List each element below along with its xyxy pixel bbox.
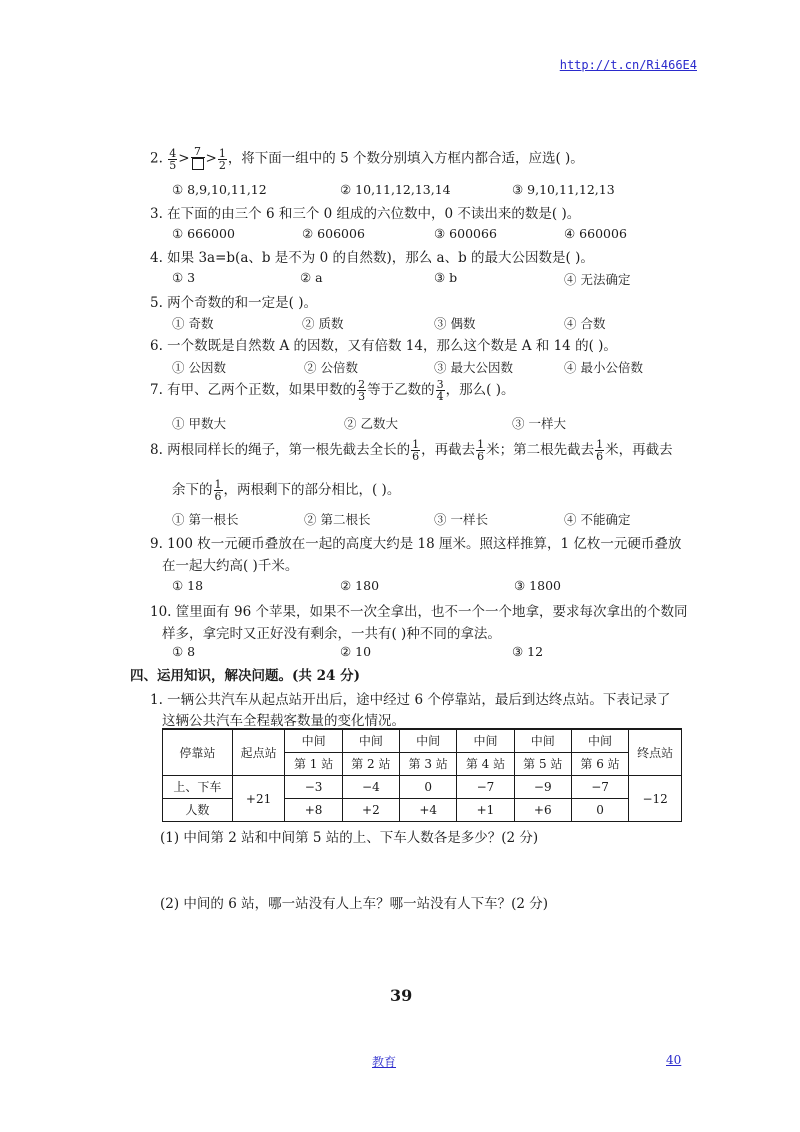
down-6: 0	[571, 799, 628, 822]
footer-link-page[interactable]: 40	[666, 1053, 682, 1067]
q3-option-2: ② 606006	[302, 226, 365, 241]
q2-number: 2.	[150, 150, 163, 167]
q4-option-2: ② a	[300, 270, 323, 285]
up-4: −7	[457, 776, 514, 799]
header-mid-2: 中间	[342, 729, 399, 753]
q2-option-1: ① 8,9,10,11,12	[172, 182, 267, 197]
question-5: 5. 两个奇数的和一定是( )。	[150, 295, 317, 311]
up-3: 0	[400, 776, 457, 799]
header-nth-3: 第 3 站	[400, 753, 457, 776]
q8-option-1: ① 第一根长	[172, 512, 239, 527]
q9-option-1: ① 18	[172, 578, 204, 593]
question-10-line-1: 10. 筐里面有 96 个苹果，如果不一次全拿出，也不一个一个地拿，要求每次拿出的个数同	[150, 604, 688, 620]
q8-option-3: ③ 一样长	[434, 512, 488, 527]
question-8-line-2	[172, 478, 400, 502]
q7-text-a: 7. 有甲、乙两个正数，如果甲数的	[150, 382, 357, 398]
q10-option-3: ③ 12	[512, 644, 544, 659]
fraction-1-2: $\frac{1}{2}$	[218, 146, 226, 172]
q8-text-d: 米，再截去	[605, 442, 673, 458]
q5-option-1: ① 奇数	[172, 316, 214, 331]
header-mid-5: 中间	[514, 729, 571, 753]
fraction-1-6-a: $\frac{1}{6}$	[412, 438, 420, 463]
q8-text-f: ，两根剩下的部分相比，( )。	[223, 482, 401, 498]
question-10-line-2: 样多，拿完时又正好没有剩余，一共有( )种不同的拿法。	[162, 626, 501, 642]
q7-option-2: ② 乙数大	[344, 416, 398, 431]
q6-option-4: ④ 最小公倍数	[564, 360, 643, 375]
q3-option-4: ④ 660006	[564, 226, 627, 241]
page-number: 39	[390, 986, 413, 1005]
header-nth-2: 第 2 站	[342, 753, 399, 776]
fraction-3-4: $\frac{3}{4}$	[436, 378, 444, 403]
start-value: +21	[232, 776, 285, 822]
q2-option-2: ② 10,11,12,13,14	[340, 182, 451, 197]
q8-text-c: 米；第二根先截去	[486, 442, 595, 458]
header-nth-5: 第 5 站	[514, 753, 571, 776]
down-1: +8	[285, 799, 342, 822]
q2-text: ，将下面一组中的 5 个数分别填入方框内都合适，应选( )。	[227, 150, 584, 167]
q9-option-3: ③ 1800	[514, 578, 561, 593]
row-label-2: 人数	[163, 799, 233, 822]
problem-1-line-2: 这辆公共汽车全程载客数量的变化情况。	[162, 713, 405, 729]
header-mid-6: 中间	[571, 729, 628, 753]
q10-option-2: ② 10	[340, 644, 372, 659]
fraction-1-6-c: $\frac{1}{6}$	[596, 438, 604, 463]
q8-option-2: ② 第二根长	[304, 512, 371, 527]
q5-option-2: ② 质数	[302, 316, 344, 331]
q8-text-a: 8. 两根同样长的绳子，第一根先截去全长的	[150, 442, 411, 458]
q7-option-1: ① 甲数大	[172, 416, 226, 431]
header-mid-3: 中间	[400, 729, 457, 753]
q6-option-2: ② 公倍数	[304, 360, 358, 375]
q6-option-3: ③ 最大公因数	[434, 360, 513, 375]
q10-option-1: ① 8	[172, 644, 196, 659]
end-value: −12	[629, 776, 682, 822]
header-nth-6: 第 6 站	[571, 753, 628, 776]
row-label-1: 上、下车	[163, 776, 233, 799]
sub-question-2: (2) 中间的 6 站，哪一站没有人上车？哪一站没有人下车？(2 分)	[160, 896, 548, 912]
question-9-line-1: 9. 100 枚一元硬币叠放在一起的高度大约是 18 厘米。照这样推算，1 亿枚一元硬币叠放	[150, 536, 682, 552]
fraction-1-6-b: $\frac{1}{6}$	[477, 438, 485, 463]
section-heading: 四、运用知识，解决问题。(共 24 分)	[130, 668, 360, 684]
header-mid-1: 中间	[285, 729, 342, 753]
q3-option-3: ③ 600066	[434, 226, 497, 241]
header-mid-4: 中间	[457, 729, 514, 753]
q6-option-1: ① 公因数	[172, 360, 226, 375]
sub-question-1: (1) 中间第 2 站和中间第 5 站的上、下车人数各是多少？(2 分)	[160, 830, 539, 846]
question-8-line-1	[150, 438, 673, 462]
q8-text-e: 余下的	[172, 482, 213, 498]
q9-option-2: ② 180	[340, 578, 380, 593]
q4-option-4: ④ 无法确定	[564, 272, 631, 287]
question-7	[150, 378, 515, 402]
q3-option-1: ① 666000	[172, 226, 235, 241]
up-2: −4	[342, 776, 399, 799]
q5-option-4: ④ 合数	[564, 316, 606, 331]
question-9-line-2: 在一起大约高( )千米。	[162, 558, 299, 574]
question-3: 3. 在下面的由三个 6 和三个 0 组成的六位数中，0 不读出来的数是( )。	[150, 206, 581, 222]
fraction-4-5: $\frac{4}{5}$	[169, 146, 177, 172]
header-link[interactable]: http://t.cn/Ri466E4	[559, 58, 697, 72]
passenger-table	[162, 728, 682, 822]
up-5: −9	[514, 776, 571, 799]
up-1: −3	[285, 776, 342, 799]
header-nth-4: 第 4 站	[457, 753, 514, 776]
q5-option-3: ③ 偶数	[434, 316, 476, 331]
up-6: −7	[571, 776, 628, 799]
down-5: +6	[514, 799, 571, 822]
question-2: 2. $\frac{4}{5}$ > 7 > $\frac{1}{2}$ ，将下面一组中的 5 个数分别填入方框内都合适，应选( )。	[150, 145, 584, 172]
fraction-1-6-d: $\frac{1}{6}$	[214, 478, 222, 503]
header-nth-1: 第 1 站	[285, 753, 342, 776]
question-4: 4. 如果 3a=b(a、b 是不为 0 的自然数)，那么 a、b 的最大公因数是( )。	[150, 250, 594, 266]
header-start: 起点站	[232, 729, 285, 776]
down-3: +4	[400, 799, 457, 822]
q8-text-b: ，再截去	[421, 442, 476, 458]
question-6: 6. 一个数既是自然数 A 的因数，又有倍数 14，那么这个数是 A 和 14 的( )。	[150, 338, 617, 354]
down-2: +2	[342, 799, 399, 822]
header-end: 终点站	[629, 729, 682, 776]
fraction-2-3: $\frac{2}{3}$	[358, 378, 366, 403]
problem-1-line-1: 1. 一辆公共汽车从起点站开出后，途中经过 6 个停靠站，最后到达终点站。下表记录了	[150, 692, 671, 708]
q7-text-c: ，那么( )。	[445, 382, 515, 398]
q2-option-3: ③ 9,10,11,12,13	[512, 182, 615, 197]
footer-link-center[interactable]: 教育	[372, 1055, 397, 1069]
q7-option-3: ③ 一样大	[512, 416, 566, 431]
fraction-7-box: 7	[191, 146, 205, 172]
q4-option-3: ③ b	[434, 270, 458, 285]
q7-text-b: 等于乙数的	[367, 382, 435, 398]
down-4: +1	[457, 799, 514, 822]
q4-option-1: ① 3	[172, 270, 196, 285]
q8-option-4: ④ 不能确定	[564, 512, 631, 527]
header-station: 停靠站	[163, 729, 233, 776]
